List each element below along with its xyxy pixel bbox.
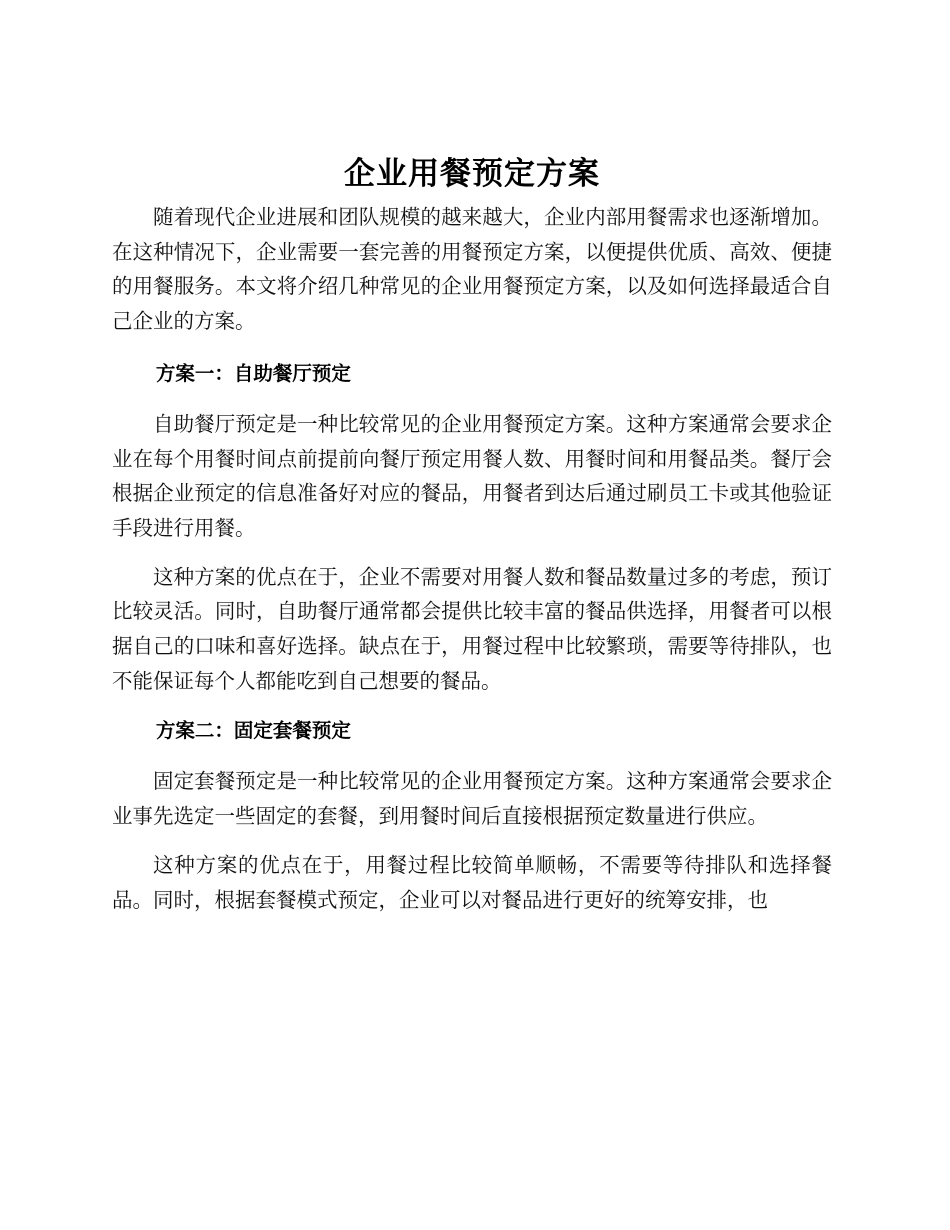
section-2-paragraph-1: 固定套餐预定是一种比较常见的企业用餐预定方案。这种方案通常会要求企业事先选定一些固定的套餐，到用餐时间后直接根据预定数量进行供应。 xyxy=(112,769,832,829)
section-1-paragraph-2: 这种方案的优点在于，企业不需要对用餐人数和餐品数量过多的考虑，预订比较灵活。同时，自助餐厅通常都会提供比较丰富的餐品供选择，用餐者可以根据自己的口味和喜好选择。缺点在于，用餐过程中比较繁琐，需要等待排队，也不能保证每个人都能吃到自己想要的餐品。 xyxy=(112,564,832,693)
intro-paragraph: 随着现代企业进展和团队规模的越来越大，企业内部用餐需求也逐渐增加。在这种情况下，企业需要一套完善的用餐预定方案，以便提供优质、高效、便捷的用餐服务。本文将介绍几种常见的企业用餐预定方案，以及如何选择最适合自己企业的方案。 xyxy=(112,205,832,334)
section-heading-2: 方案二：固定套餐预定 xyxy=(155,719,351,743)
section-heading-1: 方案一：自助餐厅预定 xyxy=(155,361,351,385)
document-title: 企业用餐预定方案 xyxy=(344,156,600,192)
section-2-paragraph-2: 这种方案的优点在于，用餐过程比较简单顺畅，不需要等待排队和选择餐品。同时，根据套餐模式预定，企业可以对餐品进行更好的统筹安排，也 xyxy=(112,852,832,912)
section-1-paragraph-1: 自助餐厅预定是一种比较常见的企业用餐预定方案。这种方案通常会要求企业在每个用餐时间点前提前向餐厅预定用餐人数、用餐时间和用餐品类。餐厅会根据企业预定的信息准备好对应的餐品，用餐者到达后通过刷员工卡或其他验证手段进行用餐。 xyxy=(112,411,832,540)
document-page xyxy=(112,148,832,931)
